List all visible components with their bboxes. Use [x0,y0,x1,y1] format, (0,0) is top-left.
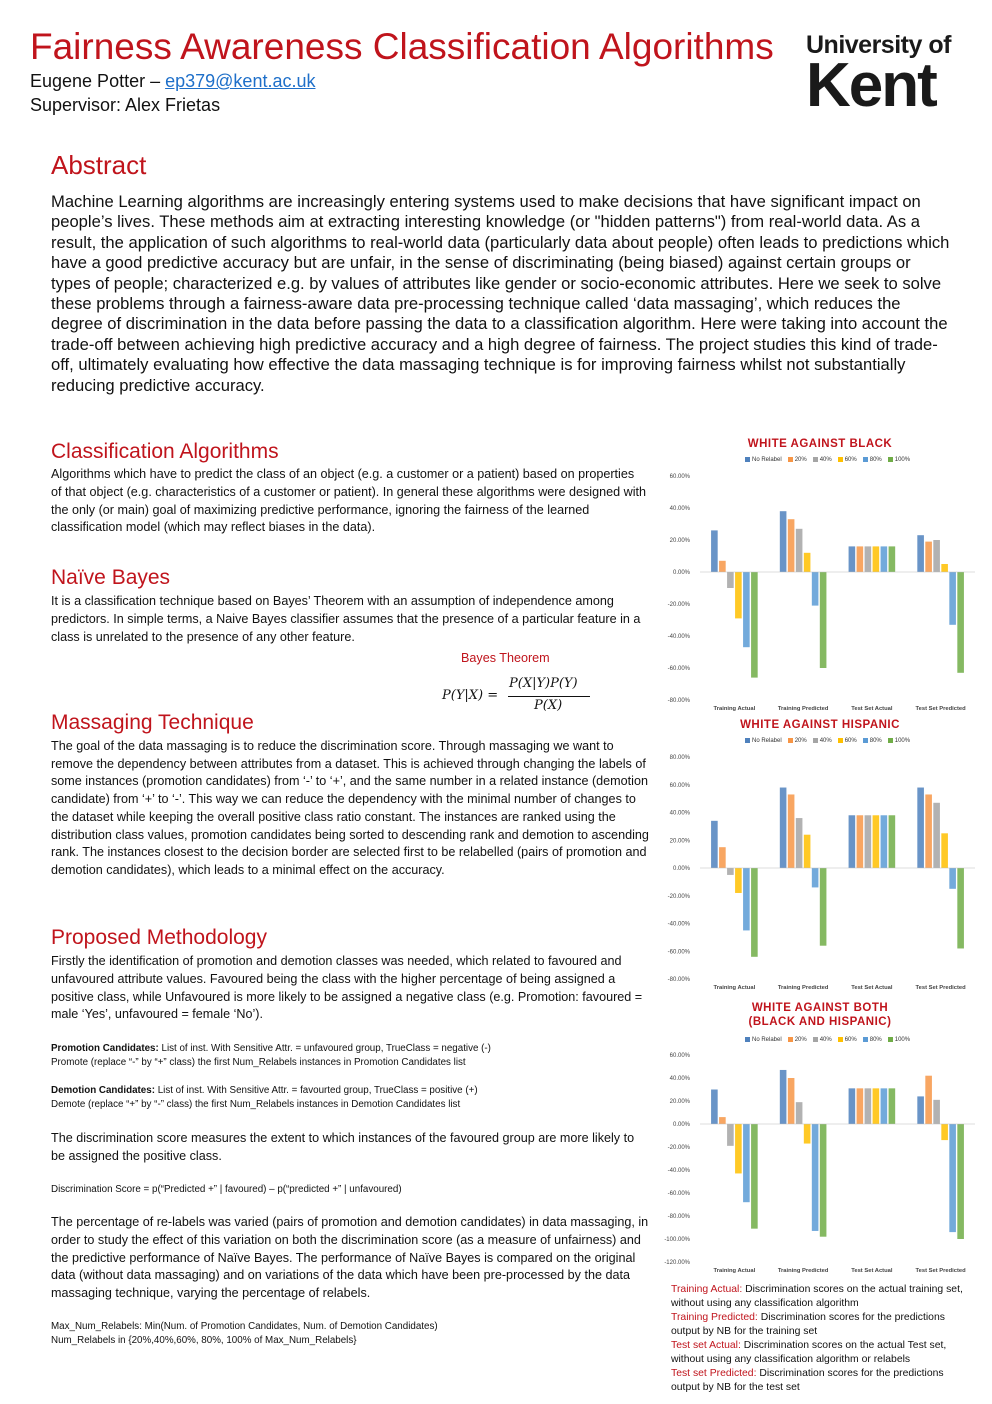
y-tick-label: 60.00% [669,474,690,480]
y-tick-label: -80.00% [667,1214,690,1220]
note-test-predicted [671,1367,971,1395]
legend-label: 100% [894,457,911,464]
chart-legend [745,1037,910,1043]
legend-item [813,457,832,463]
legend-label: 40% [819,457,832,464]
y-tick-label: -60.00% [667,949,690,956]
y-tick-label: 40.00% [669,810,690,817]
legend-swatch [888,738,893,743]
logo-top-text: University of [806,31,951,59]
legend-item [788,457,807,463]
legend-item [813,738,832,744]
legend-label: 20% [794,457,807,464]
chart-notes [671,1283,971,1395]
y-tick-label: 0.00% [672,570,690,576]
formula-fraction-bar [508,696,590,697]
promote-rule: Promote (replace “-” by “+” class) the first Num_Relabels instances in Promotion Candidates list [51,1056,466,1068]
formula-lhs: P(Y|X) = [442,688,499,703]
bar [873,815,880,868]
methodology-text: Firstly the identification of promotion and demotion classes was needed, which related to favoured and unfavoured attribute values. Favoured being the class with the higher percentage of being assigned a positive class, while Unfavoured is more likely to be assigned a negative class (e.g. Promotion: favoured = male ‘Yes’, unfavoured = female ‘No’). [51,954,643,1022]
legend-item [863,738,882,744]
y-tick-label: -40.00% [667,634,690,640]
bar [941,833,948,868]
legend-label: No Relabel [752,1037,782,1044]
classification-text: Algorithms which have to predict the class of an object (e.g. a customer or a patient) based on properties of that object (e.g. characteristics of a customer or patient). In general these algorithms were designed with the only (or main) goal of maximizing predictive performance, ignoring the fairness of the learned classification model (which may reflect biases in the data). [51,467,647,535]
supervisor-line: Supervisor: Alex Frietas [30,95,221,115]
bar [949,868,956,889]
legend-item [888,457,910,463]
legend-swatch [813,1037,818,1042]
y-tick-label: -20.00% [667,602,690,608]
legend-swatch [863,457,868,462]
legend-label: 100% [894,1037,911,1044]
bar [727,1124,734,1146]
bar [933,540,940,572]
bar [941,1124,948,1140]
y-tick-label: 40.00% [669,506,690,512]
y-tick-label: -60.00% [667,1191,690,1197]
bar [849,546,856,572]
legend-label: 80% [869,1037,882,1044]
legend-item [745,738,782,744]
x-category-label: Test Set Predicted [915,1268,966,1274]
legend-item [788,1037,807,1043]
bar [881,1088,888,1124]
x-category-label: Test Set Predicted [915,985,966,991]
bar [857,546,864,572]
bar [820,572,827,668]
legend-swatch [788,1037,793,1042]
relabel-params [51,1320,651,1347]
legend-swatch [813,738,818,743]
bar [881,815,888,868]
bar [711,821,718,868]
legend-item [745,1037,782,1043]
bar [849,815,856,868]
bar [857,1088,864,1124]
y-tick-label: 20.00% [669,838,690,845]
bar [804,553,811,572]
legend-label: 100% [894,738,911,745]
note-text: Discrimination scores for the predictions output by NB for the training set [671,1312,945,1337]
promotion-line [51,1042,651,1056]
bar [751,1124,758,1229]
legend-item [838,1037,857,1043]
bar [796,1102,803,1124]
discrimination-formula: Discrimination Score = p(“Predicted +” | favoured) – p(“predicted +” | unfavoured) [51,1184,402,1195]
naive-bayes-text: It is a classification technique based on Bayes’ Theorem with an assumption of independence among predictors. In simple terms, a Naive Bayes classifier assumes that the presence of a particular feature in a class is unrelated to the presence of any other feature. [51,594,641,644]
poster-title: Fairness Awareness Classification Algorithms [30,26,774,67]
bar [788,794,795,868]
bar [780,1070,787,1124]
bar [873,1088,880,1124]
note-key: Test set Predicted: [671,1368,757,1379]
bar [727,868,734,875]
note-text: Discrimination scores on the actual training set, without using any classification algorithm [671,1284,963,1309]
bar [925,794,932,868]
bar [743,868,750,930]
bar [735,868,742,893]
note-key: Training Actual: [671,1284,743,1295]
legend-swatch [838,457,843,462]
legend-item [838,738,857,744]
legend-label: 40% [819,738,832,745]
y-tick-label: -80.00% [667,977,690,983]
demotion-line [51,1084,651,1098]
bar [719,561,726,572]
university-logo [806,32,966,120]
author-name: Eugene Potter – [30,71,166,91]
email-link[interactable]: ep379@kent.ac.uk [165,71,316,91]
legend-item [888,1037,910,1043]
legend-label: 80% [869,738,882,745]
note-key: Test set Actual: [671,1340,741,1351]
note-training-predicted [671,1311,971,1339]
demotion-label: Demotion Candidates: [51,1085,158,1096]
y-tick-label: 20.00% [669,1099,690,1105]
bar [804,835,811,868]
legend-swatch [745,1037,750,1042]
massaging-text: The goal of the data massaging is to reduce the discrimination score. Through massaging we want to remove the dependency between attributes from a dataset. This is achieved through changing the labels of some instances (promotion candidates) from ‘-’ to ‘+’, and the same number in a related instance (demotion candidate) from ‘+’ to ‘-’. This way we can reduce the dependency with the minimal number of changes to the dataset while keeping the overall positive class ratio constant. The instances are ranked using the distribution class values, promotion candidates being sorted to descending rank and demotion to ascending rank. The instances closest to the decision border are selected first to be relabelled (pairs of promotion and demotion candidates), which leads to a minimal effect on the accuracy. [51,739,649,877]
bar [820,1124,827,1237]
chart-title [660,438,980,450]
chart-title-text: WHITE AGAINST HISPANIC [740,719,900,731]
legend-swatch [813,457,818,462]
bar-chart [660,1046,980,1278]
bar [804,1124,811,1144]
bar [857,815,864,868]
bar [917,535,924,572]
y-tick-label: 60.00% [669,782,690,789]
bar [788,519,795,572]
formula-denominator: P(X) [534,698,563,713]
bar [780,788,787,868]
classification-heading: Classification Algorithms [51,440,279,463]
bayes-theorem-label: Bayes Theorem [461,651,550,665]
bar [941,564,948,572]
x-category-label: Training Actual [713,1268,756,1274]
y-tick-label: -40.00% [667,1168,690,1174]
bar [889,1088,896,1124]
legend-label: 40% [819,1037,832,1044]
bar [865,815,872,868]
y-tick-label: -80.00% [667,698,690,704]
bar [889,546,896,572]
bar [711,1090,718,1125]
legend-swatch [888,457,893,462]
chart-legend [745,457,910,463]
chart-title [660,1002,980,1028]
y-tick-label: -120.00% [664,1260,690,1266]
bar [957,1124,964,1239]
legend-swatch [838,738,843,743]
bar [925,1076,932,1124]
bar [865,546,872,572]
legend-item [838,457,857,463]
bar [917,1096,924,1124]
bar [933,1100,940,1124]
y-tick-label: -20.00% [667,1145,690,1151]
y-tick-label: 60.00% [669,1053,690,1059]
bar [925,542,932,572]
bar [933,803,940,868]
bar [743,572,750,647]
bar [796,818,803,868]
note-text: Discrimination scores on the actual Test set, without using any classification algorithm or relabels [671,1340,947,1365]
bar [727,572,734,588]
bar [751,572,758,678]
bayes-formula [442,676,602,720]
legend-item [863,1037,882,1043]
legend-label: 20% [794,738,807,745]
bar [719,847,726,868]
author-block [30,69,315,117]
note-key: Training Predicted: [671,1312,758,1323]
bar [719,1117,726,1124]
bar [812,868,819,887]
chart-title-text: WHITE AGAINST BOTH [751,1002,889,1014]
chart-legend [745,738,910,744]
x-category-label: Test Set Actual [851,706,893,712]
num-relabels: Num_Relabels in {20%,40%,60%, 80%, 100% of Max_Num_Relabels} [51,1334,357,1346]
chart-title [660,719,980,731]
legend-label: No Relabel [752,457,782,464]
bar [917,788,924,868]
y-tick-label: 20.00% [669,538,690,544]
massaging-heading: Massaging Technique [51,711,254,734]
bar [796,529,803,572]
legend-swatch [745,738,750,743]
legend-swatch [863,738,868,743]
y-tick-label: -100.00% [664,1237,690,1243]
chart-title-text: WHITE AGAINST BLACK [747,438,893,450]
discrimination-text: The discrimination score measures the extent to which instances of the favoured group are more likely to be assigned the positive class. [51,1131,635,1163]
bar [711,530,718,572]
note-training-actual [671,1283,971,1311]
legend-swatch [888,1037,893,1042]
bar [865,1088,872,1124]
y-tick-label: -40.00% [667,921,690,928]
bar [735,1124,742,1173]
bar [820,868,827,946]
formula-numerator: P(X|Y)P(Y) [509,676,578,691]
y-tick-label: -60.00% [667,666,690,672]
bar [812,572,819,606]
bar [873,546,880,572]
legend-item [745,457,782,463]
x-category-label: Training Predicted [777,985,829,991]
naive-bayes-heading: Naïve Bayes [51,566,171,589]
note-text: Discrimination scores for the predictions output by NB for the test set [671,1368,944,1393]
abstract-text: Machine Learning algorithms are increasingly entering systems used to make decisions that have significant impact on people’s lives. These methods aim at extracting interesting knowledge (or "hidden patterns") from real-world data. As a result, the application of such algorithms to real-world data (particularly data about people) often leads to predictions which have a good predictive accuracy but are unfair, in the sense of discriminating (being biased) against certain groups or types of people; characterized e.g. by values of attributes like gender or socio-economic attributes. Here we seek to solve these problems through a fairness-aware data pre-processing technique called ‘data massaging’, which reduces the degree of discrimination in the data before passing the data to a classification algorithm. Here were taking into account the trade-off between achieving high predictive accuracy and a high degree of fairness. The project studies this kind of trade-off, ultimately evaluating how effective the data massaging technique is for improving fairness whilst not substantially reducing predictive accuracy. [51,192,950,395]
demote-rule: Demote (replace “+” by “-” class) the first Num_Relabels instances in Demotion Candidates list [51,1098,461,1110]
legend-label: 60% [844,457,857,464]
bar [788,1078,795,1124]
max-num-relabels: Max_Num_Relabels: Min(Num. of Promotion Candidates, Num. of Demotion Candidates) [51,1321,438,1332]
legend-label: 60% [844,738,857,745]
x-category-label: Training Actual [713,985,756,991]
legend-item [888,738,910,744]
legend-swatch [745,457,750,462]
legend-item [863,457,882,463]
legend-swatch [838,1037,843,1042]
bar [743,1124,750,1202]
note-test-actual [671,1339,971,1367]
legend-item [813,1037,832,1043]
y-tick-label: -20.00% [667,893,690,900]
bar [957,868,964,948]
chart-subtitle-text: (BLACK AND HISPANIC) [748,1016,892,1028]
legend-label: 80% [869,457,882,464]
author-line [30,69,315,93]
bar [881,546,888,572]
y-tick-label: 0.00% [672,1122,690,1128]
bar [949,1124,956,1232]
bar-chart [660,747,980,995]
x-category-label: Test Set Actual [851,1268,893,1274]
legend-swatch [788,738,793,743]
bar [735,572,742,618]
x-category-label: Test Set Actual [851,985,893,991]
promotion-label: Promotion Candidates: [51,1043,159,1054]
bar [780,511,787,572]
bar [812,1124,819,1231]
bar [751,868,758,957]
y-tick-label: 40.00% [669,1076,690,1082]
bar [889,815,896,868]
legend-swatch [863,1037,868,1042]
x-category-label: Training Predicted [777,1268,829,1274]
legend-item [788,738,807,744]
x-category-label: Training Actual [713,706,756,712]
y-tick-label: 0.00% [672,866,690,872]
bar [949,572,956,625]
demotion-desc: List of inst. With Sensitive Attr. = favourted group, TrueClass = positive (+) [157,1085,478,1096]
bar [957,572,964,673]
logo-main-text: Kent [806,51,936,120]
bar [849,1088,856,1124]
methodology-heading: Proposed Methodology [51,926,267,949]
legend-label: 20% [794,1037,807,1044]
legend-label: No Relabel [752,738,782,745]
x-category-label: Test Set Predicted [915,706,966,712]
legend-swatch [788,457,793,462]
bar-chart [660,466,980,714]
promotion-block [51,1042,651,1069]
legend-label: 60% [844,1037,857,1044]
promotion-desc: List of inst. With Sensitive Attr. = unfavoured group, TrueClass = negative (-) [158,1043,491,1054]
demotion-block [51,1084,651,1111]
x-category-label: Training Predicted [777,706,829,712]
abstract-heading: Abstract [51,150,147,180]
relabel-percentage-text: The percentage of re-labels was varied (pairs of promotion and demotion candidates) in data massaging, in order to study the effect of this variation on both the discrimination score (as a measure of unfairness) and the predictive performance of Naïve Bayes. The performance of Naïve Bayes is compared on the original data (without data massaging) and on variations of the data which have been pre-processed by the data massaging technique, varying the percentage of relabels. [51,1215,649,1301]
y-tick-label: 80.00% [669,755,690,761]
